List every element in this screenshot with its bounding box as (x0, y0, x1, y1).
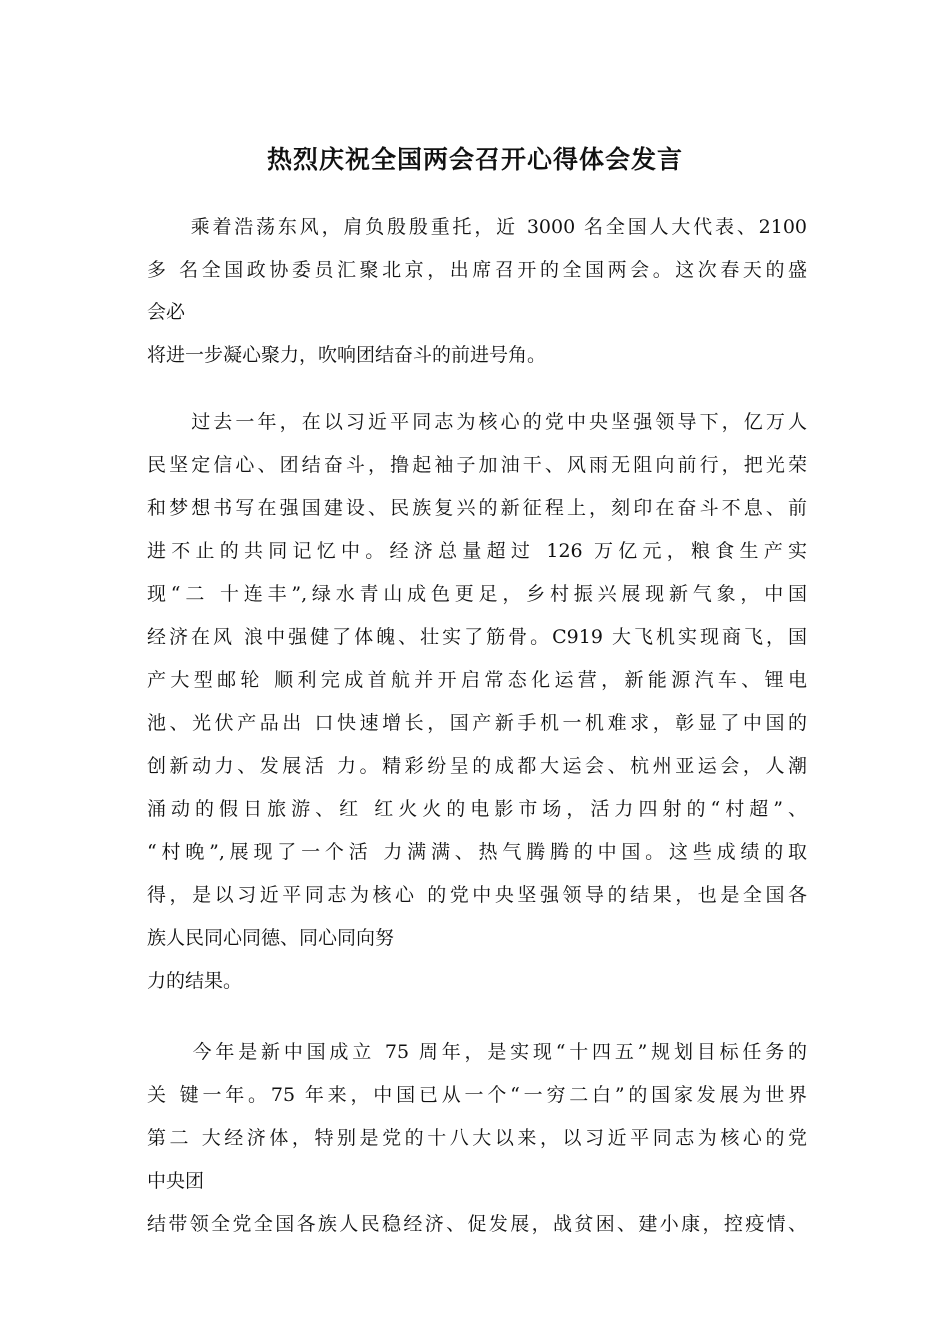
paragraph-line: 和梦想书写在强国建设、民族复兴的新征程上，刻印在奋斗不息、前 (147, 497, 807, 519)
paragraph-line: 关 键一年。75 年来，中国已从一个“一穷二白”的国家发展为世界 (147, 1084, 807, 1106)
paragraph-line: 得，是以习近平同志为核心 的党中央坚强领导的结果，也是全国各 (147, 884, 807, 906)
paragraph-line: 经济在风 浪中强健了体魄、壮实了筋骨。C919 大飞机实现商飞，国 (147, 626, 807, 648)
paragraph-line: “村晚”,展现了一个活 力满满、热气腾腾的中国。这些成绩的取 (147, 841, 807, 863)
paragraph-line: 结带领全党全国各族人民稳经济、促发展，战贫困、建小康，控疫情、 (147, 1213, 807, 1235)
paragraph-line: 会必 (147, 301, 186, 323)
document-title: 热烈庆祝全国两会召开心得体会发言 (266, 145, 683, 174)
paragraph-line: 涌动的假日旅游、红 红火火的电影市场，活力四射的“村超”、 (147, 798, 807, 820)
paragraph-line: 族人民同心同德、同心同向努 (147, 927, 395, 949)
paragraph-line: 产大型邮轮 顺利完成首航并开启常态化运营，新能源汽车、锂电 (147, 669, 807, 691)
paragraph-line: 民坚定信心、团结奋斗，撸起袖子加油干、风雨无阻向前行，把光荣 (147, 454, 807, 476)
paragraph-line: 今年是新中国成立 75 周年，是实现“十四五”规划目标任务的 (147, 1041, 807, 1063)
paragraph-line: 第二 大经济体，特别是党的十八大以来，以习近平同志为核心的党 (147, 1127, 807, 1149)
paragraph-line: 中央团 (147, 1170, 205, 1192)
paragraph-line: 池、光伏产品出 口快速增长，国产新手机一机难求，彰显了中国的 (147, 712, 807, 734)
paragraph-line: 力的结果。 (147, 970, 243, 992)
paragraph-line: 现“二 十连丰”,绿水青山成色更足，乡村振兴展现新气象，中国 (147, 583, 807, 605)
paragraph-line: 过去一年，在以习近平同志为核心的党中央坚强领导下，亿万人 (147, 411, 807, 433)
paragraph-line: 将进一步凝心聚力，吹响团结奋斗的前进号角。 (147, 344, 547, 366)
paragraph-line: 多 名全国政协委员汇聚北京，出席召开的全国两会。这次春天的盛 (147, 259, 807, 281)
paragraph-line: 乘着浩荡东风，肩负殷殷重托，近 3000 名全国人大代表、2100 (147, 216, 807, 238)
paragraph-line: 创新动力、发展活 力。精彩纷呈的成都大运会、杭州亚运会，人潮 (147, 755, 807, 777)
paragraph-line: 进不止的共同记忆中。经济总量超过 126 万亿元，粮食生产实 (147, 540, 807, 562)
